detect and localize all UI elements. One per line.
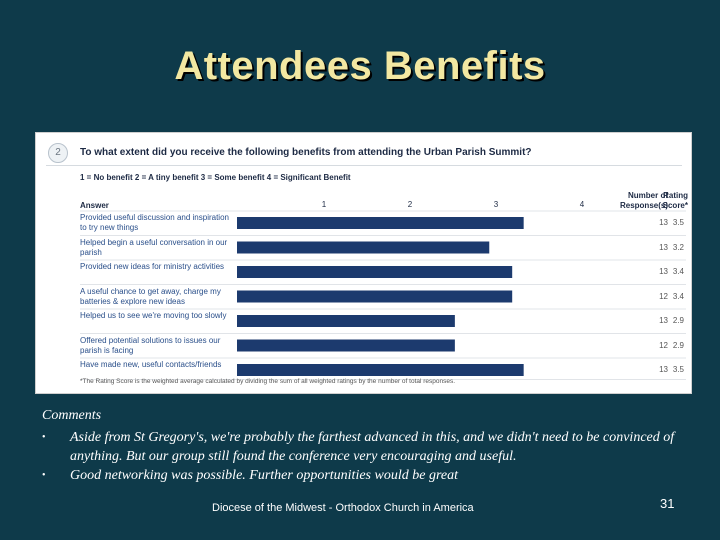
rating-score: 3.4 [672,291,684,301]
answer-label: Helped us to see we're moving too slowly [80,311,227,320]
responses-column-header-line1: Number of [628,191,668,200]
answer-label: Helped begin a useful conversation in our parish [80,237,228,257]
bar [237,266,512,278]
answer-label: Provided new ideas for ministry activities [80,262,225,271]
response-count: 13 [659,242,668,252]
rating-column-header-line1: Rating [663,191,688,200]
response-count: 13 [659,365,668,374]
bar [237,340,455,352]
rating-score: 3.5 [672,365,684,374]
bullet-icon: • [42,432,46,443]
axis-tick-label: 2 [407,200,413,209]
rating-score: 3.5 [672,218,684,227]
rating-score: 3.2 [672,242,684,252]
bar [237,315,455,327]
axis-tick-label: 3 [493,200,499,209]
comment-text: Aside from St Gregory's, we're probably the farthest advanced in this, and we didn't need to be convinced of anything. But our group still found the conference very encouraging and useful. [70,430,675,464]
rating-scale-legend: 1 = No benefit 2 = A tiny benefit 3 = Some benefit 4 = Significant Benefit [80,173,351,182]
bullet-icon: • [42,470,46,481]
response-count: 12 [659,291,668,301]
response-count: 13 [659,267,668,276]
response-count: 13 [659,316,668,325]
rating-score: 2.9 [672,316,684,325]
rating-footnote: *The Rating Score is the weighted average calculated by dividing the sum of all weighted ratings by the number of total responses. [80,378,456,385]
answer-label: A useful chance to get away, charge my batteries & explore new ideas [80,286,221,306]
axis-tick-label: 1 [321,200,327,209]
answer-column-header: Answer [80,201,109,210]
comment-item [42,466,692,485]
comment-item [42,428,692,466]
survey-panel [35,132,692,394]
page-number: 31 [660,496,675,511]
rating-score: 3.4 [672,267,684,276]
bar [237,364,524,376]
question-number-badge: 2 [48,143,68,163]
response-count: 13 [659,218,668,227]
response-count: 12 [659,340,668,350]
answer-label: Offered potential solutions to issues our parish is facing [80,335,221,355]
answer-label: Provided useful discussion and inspiration to try new things [80,213,229,232]
bar [237,291,512,303]
slide-footer: Diocese of the Midwest - Orthodox Church in America [212,502,474,514]
comment-text: Good networking was possible. Further opportunities would be great [70,468,458,483]
rating-column-header-line2: Score* [662,201,688,210]
comments-list [42,428,692,485]
rating-score: 2.9 [672,340,684,350]
axis-tick-label: 4 [579,200,585,209]
bar [237,217,524,229]
slide-title: Attendees Benefits [174,44,546,88]
comments-section [42,406,692,485]
question-text: To what extent did you receive the following benefits from attending the Urban Parish Summit? [80,147,532,158]
bar [237,242,489,254]
answer-label: Have made new, useful contacts/friends [80,360,222,369]
comments-heading: Comments [42,408,102,423]
responses-column-header-line2: Response(s) [619,201,668,210]
